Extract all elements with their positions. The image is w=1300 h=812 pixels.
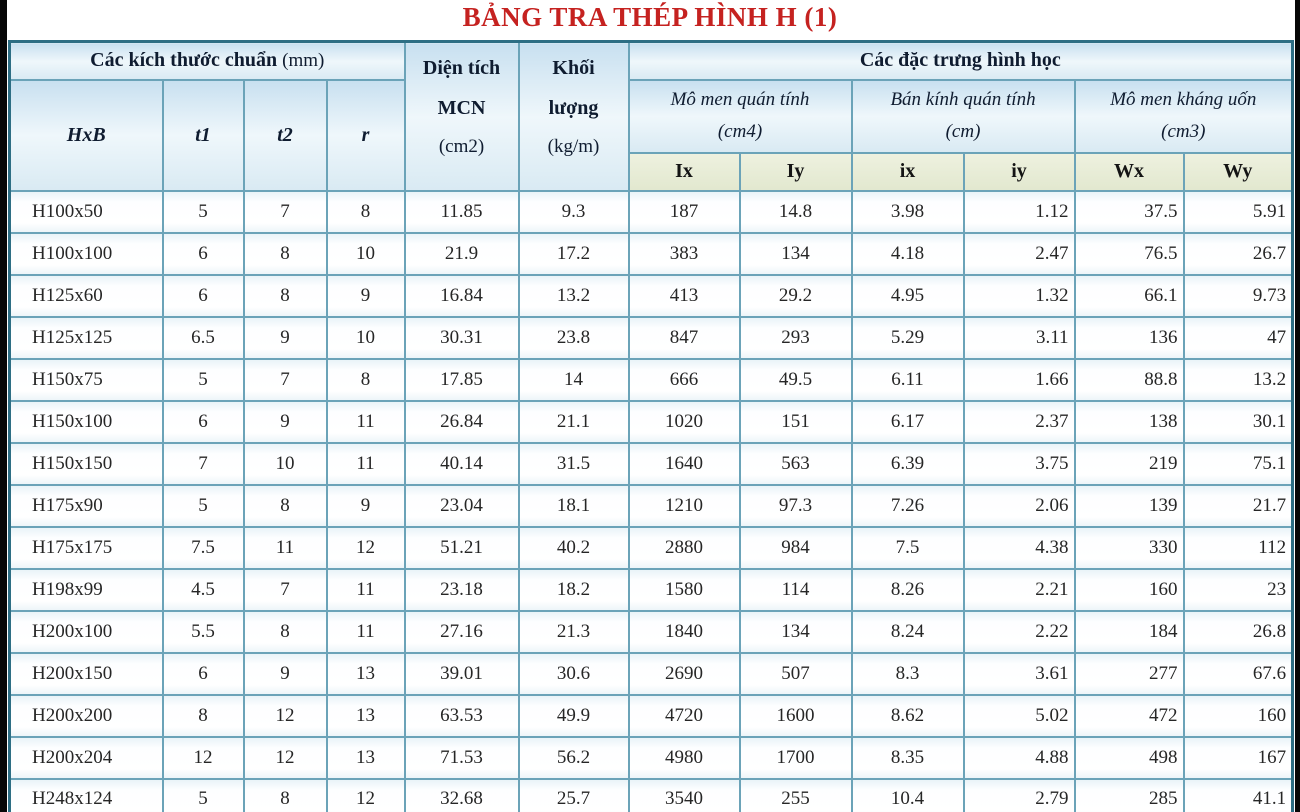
cell-Wx: 76.5: [1075, 233, 1184, 275]
cell-iy: 2.79: [964, 779, 1075, 812]
cell-Wy: 5.91: [1184, 191, 1293, 233]
cell-area: 40.14: [405, 443, 519, 485]
cell-mass: 49.9: [519, 695, 629, 737]
cell-t1: 6: [163, 401, 244, 443]
cell-Iy: 134: [740, 611, 852, 653]
cell-t1: 7: [163, 443, 244, 485]
dimensions-group-unit: (mm): [282, 50, 325, 72]
cell-mass: 56.2: [519, 737, 629, 779]
cell-iy: 3.61: [964, 653, 1075, 695]
page-title: BẢNG TRA THÉP HÌNH H (1): [462, 2, 838, 32]
cell-mass: 14: [519, 359, 629, 401]
cell-r: 12: [327, 527, 405, 569]
cell-Wx: 330: [1075, 527, 1184, 569]
cell-Wx: 139: [1075, 485, 1184, 527]
cell-r: 10: [327, 317, 405, 359]
cell-Iy: 134: [740, 233, 852, 275]
cell-iy: 2.21: [964, 569, 1075, 611]
cell-Ix: 1840: [629, 611, 740, 653]
cell-area: 30.31: [405, 317, 519, 359]
cell-ix: 7.5: [852, 527, 964, 569]
cell-Iy: 97.3: [740, 485, 852, 527]
cell-ix: 7.26: [852, 485, 964, 527]
cell-hxb: H175x175: [10, 527, 163, 569]
cell-iy: 5.02: [964, 695, 1075, 737]
header-r: r: [327, 80, 405, 191]
cell-t2: 8: [244, 275, 327, 317]
cell-mass: 30.6: [519, 653, 629, 695]
cell-t1: 12: [163, 737, 244, 779]
cell-Ix: 2690: [629, 653, 740, 695]
header-properties-group: [629, 42, 1293, 80]
table-row: [10, 485, 1293, 527]
table-row: [10, 317, 1293, 359]
cell-iy: 1.66: [964, 359, 1075, 401]
cell-Iy: 151: [740, 401, 852, 443]
cell-Iy: 29.2: [740, 275, 852, 317]
cell-mass: 25.7: [519, 779, 629, 812]
table-row: [10, 653, 1293, 695]
cell-ix: 6.39: [852, 443, 964, 485]
cell-t1: 4.5: [163, 569, 244, 611]
cell-t2: 8: [244, 779, 327, 812]
cell-mass: 31.5: [519, 443, 629, 485]
table-row: [10, 191, 1293, 233]
steel-h-beam-table: [8, 40, 1294, 812]
cell-mass: 23.8: [519, 317, 629, 359]
cell-ix: 4.95: [852, 275, 964, 317]
cell-Ix: 1580: [629, 569, 740, 611]
cell-Ix: 413: [629, 275, 740, 317]
cell-iy: 2.22: [964, 611, 1075, 653]
cell-area: 32.68: [405, 779, 519, 812]
cell-area: 27.16: [405, 611, 519, 653]
cell-Wy: 47: [1184, 317, 1293, 359]
cell-area: 39.01: [405, 653, 519, 695]
cell-iy: 4.38: [964, 527, 1075, 569]
table-row: [10, 695, 1293, 737]
cell-hxb: H150x75: [10, 359, 163, 401]
cell-mass: 21.3: [519, 611, 629, 653]
cell-hxb: H200x150: [10, 653, 163, 695]
header-dimensions-group: [10, 42, 405, 80]
cell-t2: 12: [244, 737, 327, 779]
cell-t2: 9: [244, 653, 327, 695]
cell-r: 9: [327, 485, 405, 527]
cell-Wy: 167: [1184, 737, 1293, 779]
cell-iy: 1.12: [964, 191, 1075, 233]
table-row: [10, 779, 1293, 812]
table-row: [10, 275, 1293, 317]
cell-area: 71.53: [405, 737, 519, 779]
table-row: [10, 443, 1293, 485]
header-area: Diện tích MCN (cm2): [405, 42, 519, 191]
table-row: [10, 233, 1293, 275]
cell-Iy: 1600: [740, 695, 852, 737]
cell-r: 10: [327, 233, 405, 275]
cell-t1: 5: [163, 779, 244, 812]
cell-t2: 11: [244, 527, 327, 569]
cell-Ix: 666: [629, 359, 740, 401]
header-Iy: Iy: [740, 153, 852, 191]
cell-Wx: 138: [1075, 401, 1184, 443]
header-hxb: HxB: [10, 80, 163, 191]
cell-Ix: 383: [629, 233, 740, 275]
cell-Iy: 114: [740, 569, 852, 611]
cell-t2: 10: [244, 443, 327, 485]
cell-t2: 9: [244, 317, 327, 359]
cell-r: 11: [327, 611, 405, 653]
cell-iy: 3.11: [964, 317, 1075, 359]
cell-Iy: 49.5: [740, 359, 852, 401]
cell-t2: 9: [244, 401, 327, 443]
cell-ix: 10.4: [852, 779, 964, 812]
cell-mass: 9.3: [519, 191, 629, 233]
cell-r: 8: [327, 359, 405, 401]
cell-Iy: 255: [740, 779, 852, 812]
cell-iy: 2.37: [964, 401, 1075, 443]
cell-Wy: 23: [1184, 569, 1293, 611]
header-mass: Khối lượng (kg/m): [519, 42, 629, 191]
cell-Iy: 563: [740, 443, 852, 485]
cell-Wx: 66.1: [1075, 275, 1184, 317]
cell-t2: 8: [244, 611, 327, 653]
cell-Wx: 37.5: [1075, 191, 1184, 233]
cell-t1: 5: [163, 485, 244, 527]
cell-t1: 5: [163, 359, 244, 401]
cell-r: 11: [327, 443, 405, 485]
cell-Ix: 2880: [629, 527, 740, 569]
header-ix: ix: [852, 153, 964, 191]
cell-ix: 8.24: [852, 611, 964, 653]
cell-t1: 6: [163, 275, 244, 317]
cell-Ix: 4720: [629, 695, 740, 737]
cell-r: 12: [327, 779, 405, 812]
cell-Ix: 1640: [629, 443, 740, 485]
cell-iy: 1.32: [964, 275, 1075, 317]
cell-Iy: 984: [740, 527, 852, 569]
cell-ix: 6.17: [852, 401, 964, 443]
cell-mass: 18.2: [519, 569, 629, 611]
cell-Ix: 3540: [629, 779, 740, 812]
table-row: [10, 569, 1293, 611]
cell-t1: 8: [163, 695, 244, 737]
header-t2: t2: [244, 80, 327, 191]
cell-Wy: 160: [1184, 695, 1293, 737]
table-row: [10, 527, 1293, 569]
cell-Wx: 472: [1075, 695, 1184, 737]
cell-hxb: H125x60: [10, 275, 163, 317]
cell-t1: 7.5: [163, 527, 244, 569]
cell-area: 23.04: [405, 485, 519, 527]
cell-hxb: H150x150: [10, 443, 163, 485]
cell-r: 13: [327, 653, 405, 695]
cell-hxb: H175x90: [10, 485, 163, 527]
cell-Wy: 13.2: [1184, 359, 1293, 401]
cell-Ix: 1210: [629, 485, 740, 527]
cell-Wx: 136: [1075, 317, 1184, 359]
cell-t1: 5.5: [163, 611, 244, 653]
cell-area: 11.85: [405, 191, 519, 233]
dimensions-group-label: Các kích thước chuẩn: [90, 49, 278, 72]
cell-iy: 3.75: [964, 443, 1075, 485]
cell-r: 8: [327, 191, 405, 233]
cell-hxb: H200x200: [10, 695, 163, 737]
cell-area: 17.85: [405, 359, 519, 401]
cell-t2: 7: [244, 569, 327, 611]
cell-area: 51.21: [405, 527, 519, 569]
cell-ix: 8.3: [852, 653, 964, 695]
cell-Iy: 1700: [740, 737, 852, 779]
cell-hxb: H200x100: [10, 611, 163, 653]
cell-t2: 7: [244, 191, 327, 233]
cell-r: 11: [327, 401, 405, 443]
cell-t2: 7: [244, 359, 327, 401]
cell-r: 13: [327, 737, 405, 779]
header-Wy: Wy: [1184, 153, 1293, 191]
cell-hxb: H100x50: [10, 191, 163, 233]
cell-Wy: 21.7: [1184, 485, 1293, 527]
cell-Wy: 26.8: [1184, 611, 1293, 653]
scan-edge-right: [1295, 0, 1300, 812]
cell-Wy: 67.6: [1184, 653, 1293, 695]
cell-hxb: H200x204: [10, 737, 163, 779]
cell-Iy: 14.8: [740, 191, 852, 233]
header-moment-inertia: Mô men quán tính (cm4): [629, 80, 852, 153]
cell-Wx: 277: [1075, 653, 1184, 695]
cell-Ix: 1020: [629, 401, 740, 443]
cell-Ix: 847: [629, 317, 740, 359]
cell-mass: 18.1: [519, 485, 629, 527]
cell-iy: 2.47: [964, 233, 1075, 275]
cell-Wx: 184: [1075, 611, 1184, 653]
cell-hxb: H248x124: [10, 779, 163, 812]
header-iy: iy: [964, 153, 1075, 191]
cell-ix: 8.26: [852, 569, 964, 611]
cell-area: 16.84: [405, 275, 519, 317]
cell-t1: 6: [163, 653, 244, 695]
cell-Wy: 26.7: [1184, 233, 1293, 275]
cell-Wy: 75.1: [1184, 443, 1293, 485]
cell-Wy: 112: [1184, 527, 1293, 569]
cell-Wx: 160: [1075, 569, 1184, 611]
cell-t1: 5: [163, 191, 244, 233]
cell-t2: 8: [244, 485, 327, 527]
cell-r: 11: [327, 569, 405, 611]
cell-mass: 17.2: [519, 233, 629, 275]
cell-mass: 40.2: [519, 527, 629, 569]
cell-iy: 4.88: [964, 737, 1075, 779]
cell-t1: 6.5: [163, 317, 244, 359]
cell-Ix: 187: [629, 191, 740, 233]
cell-Wx: 285: [1075, 779, 1184, 812]
cell-area: 63.53: [405, 695, 519, 737]
cell-Wx: 88.8: [1075, 359, 1184, 401]
table-body: [10, 191, 1293, 812]
cell-hxb: H125x125: [10, 317, 163, 359]
cell-Iy: 293: [740, 317, 852, 359]
header-section-modulus: Mô men kháng uốn (cm3): [1075, 80, 1293, 153]
table-row: [10, 737, 1293, 779]
cell-area: 26.84: [405, 401, 519, 443]
cell-Ix: 4980: [629, 737, 740, 779]
header-Ix: Ix: [629, 153, 740, 191]
cell-Iy: 507: [740, 653, 852, 695]
cell-ix: 6.11: [852, 359, 964, 401]
cell-ix: 8.35: [852, 737, 964, 779]
cell-ix: 5.29: [852, 317, 964, 359]
cell-ix: 8.62: [852, 695, 964, 737]
cell-Wy: 30.1: [1184, 401, 1293, 443]
cell-mass: 13.2: [519, 275, 629, 317]
cell-mass: 21.1: [519, 401, 629, 443]
cell-t2: 12: [244, 695, 327, 737]
cell-Wy: 41.1: [1184, 779, 1293, 812]
header-radius-gyration: Bán kính quán tính (cm): [852, 80, 1075, 153]
properties-group-label: Các đặc trưng hình học: [859, 49, 1061, 72]
cell-hxb: H198x99: [10, 569, 163, 611]
header-t1: t1: [163, 80, 244, 191]
cell-r: 9: [327, 275, 405, 317]
cell-area: 23.18: [405, 569, 519, 611]
table-row: [10, 611, 1293, 653]
table-row: [10, 359, 1293, 401]
cell-ix: 4.18: [852, 233, 964, 275]
table-row: [10, 401, 1293, 443]
cell-iy: 2.06: [964, 485, 1075, 527]
header-Wx: Wx: [1075, 153, 1184, 191]
cell-t2: 8: [244, 233, 327, 275]
cell-Wx: 498: [1075, 737, 1184, 779]
cell-r: 13: [327, 695, 405, 737]
cell-hxb: H100x100: [10, 233, 163, 275]
cell-Wx: 219: [1075, 443, 1184, 485]
cell-Wy: 9.73: [1184, 275, 1293, 317]
cell-ix: 3.98: [852, 191, 964, 233]
cell-t1: 6: [163, 233, 244, 275]
scan-edge-left: [0, 0, 7, 812]
cell-area: 21.9: [405, 233, 519, 275]
cell-hxb: H150x100: [10, 401, 163, 443]
